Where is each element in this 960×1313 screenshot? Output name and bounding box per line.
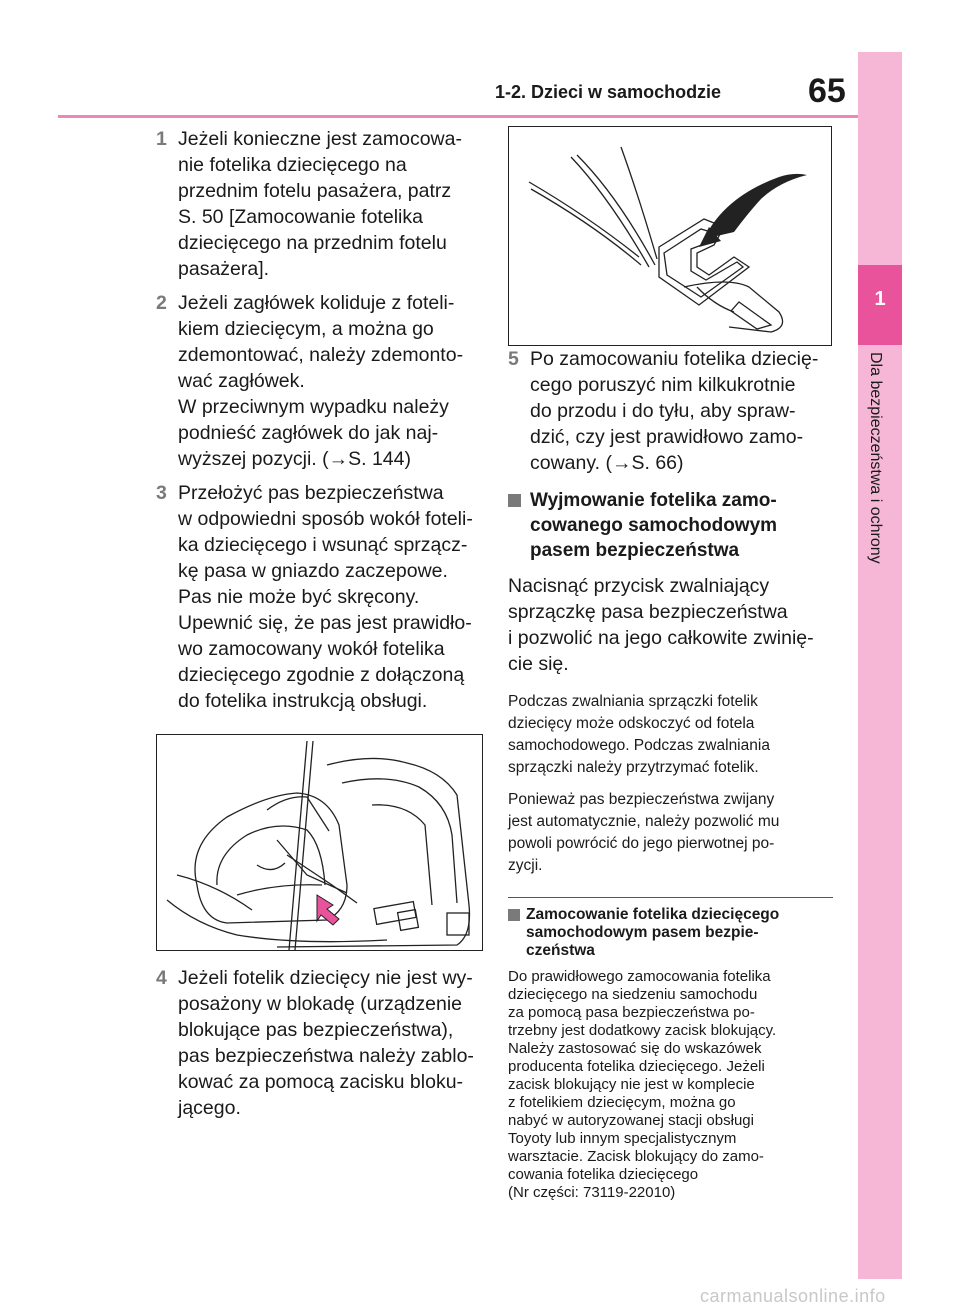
left-column bbox=[156, 126, 486, 1129]
child-seat-illustration bbox=[156, 734, 483, 951]
side-tab-strip bbox=[858, 52, 902, 1279]
removal-heading bbox=[508, 488, 833, 563]
step-number: 3 bbox=[156, 482, 167, 504]
step-text: Jeżeli fotelik dziecięcy nie jest wy- posażony w blokadę (urządzenie blokujące pas bezpieczeństwa), pas bezpieczeństwa należy zablo- kować za pomocą zacisku bloku- jącego. bbox=[178, 967, 474, 1119]
child-seat-drawing bbox=[157, 735, 482, 950]
step-1 bbox=[156, 126, 486, 282]
locking-clip-drawing bbox=[509, 127, 831, 345]
square-bullet-icon bbox=[508, 909, 520, 921]
removal-note-2: Ponieważ pas bezpieczeństwa zwijany jest automatycznie, należy pozwolić mu powoli powrócić do jego pierwotnej po- zycji. bbox=[508, 791, 780, 874]
step-text: Przełożyć pas bezpieczeństwa w odpowiedni sposób wokół foteli- ka dziecięcego i wsunąć sprzącz- kę pasa w gniazdo zaczepowe. Pas nie może być skręcony. Upewnić się, że pas jest prawidło- wo zamocowany wokół fotelika dziecięcego zgodnie z dołączoną do fotelika instrukcją obsługi. bbox=[178, 482, 473, 712]
clip-heading-text: Zamocowanie fotelika dziecięcego samochodowym pasem bezpie- czeństwa bbox=[526, 906, 780, 959]
header-rule bbox=[58, 115, 858, 118]
page-number: 65 bbox=[808, 72, 846, 110]
step-3 bbox=[156, 480, 486, 714]
step-text: Jeżeli konieczne jest zamocowa- nie fotelika dziecięcego na przednim fotelu pasażera, patrz S. 50 [Zamocowanie fotelika dziecięcego na przednim fotelu pasażera]. bbox=[178, 128, 462, 280]
step-4 bbox=[156, 965, 486, 1121]
square-bullet-icon bbox=[508, 494, 521, 507]
right-column bbox=[508, 346, 833, 1202]
step-number: 5 bbox=[508, 348, 519, 370]
step-number: 1 bbox=[156, 128, 167, 150]
side-tab-chapter-title: Dla bezpieczeństwa i ochrony bbox=[867, 352, 884, 564]
removal-instruction: Nacisnąć przycisk zwalniający sprzączkę pasa bezpieczeństwa i pozwolić na jego całkowite zwinię- cie się. bbox=[508, 575, 814, 675]
step-2 bbox=[156, 290, 486, 472]
step-text: Po zamocowaniu fotelika dziecię- cego poruszyć nim kilkukrotnie do przodu i do tyłu, aby spraw- dzić, czy jest prawidłowo zamo- cowany. (→S. 66) bbox=[530, 348, 819, 474]
clip-heading bbox=[508, 906, 833, 960]
step-5 bbox=[508, 346, 833, 476]
section-title: 1-2. Dzieci w samochodzie bbox=[495, 82, 722, 102]
section-divider bbox=[508, 897, 833, 898]
side-tab-chapter-number: 1 bbox=[874, 288, 886, 310]
clip-body: Do prawidłowego zamocowania fotelika dziecięcego na siedzeniu samochodu za pomocą pasa bezpieczeństwa po- trzebny jest dodatkowy zacisk blokujący. Należy zastosować się do wskazówek producenta fotelika dziecięcego. Jeżeli zacisk blokujący nie jest w komplecie z fotelikiem dziecięcym, można go nabyć w autoryzowanej stacji obsługi Toyoty lub innym specjalistycznym warsztacie. Zacisk blokujący do zamo- cowania fotelika dziecięcego (Nr części: 73119-22010) bbox=[508, 968, 777, 1201]
step-text: Jeżeli zagłówek koliduje z foteli- kiem dziecięcym, a można go zdemontować, należy zdemonto- wać zagłówek. W przeciwnym wypadku należy podnieść zagłówek do jak naj- wyższej pozycji. (→S. 144) bbox=[178, 292, 464, 470]
step-number: 2 bbox=[156, 292, 167, 314]
removal-heading-text: Wyjmowanie fotelika zamo- cowanego samochodowym pasem bezpieczeństwa bbox=[530, 490, 778, 561]
footer-url: carmanualsonline.info bbox=[700, 1286, 886, 1306]
locking-clip-illustration bbox=[508, 126, 832, 346]
step-number: 4 bbox=[156, 967, 167, 989]
removal-note-1: Podczas zwalniania sprzączki fotelik dziecięcy może odskoczyć od fotela samochodowego. Podczas zwalniania sprzączki należy przytrzymać fotelik. bbox=[508, 693, 770, 776]
